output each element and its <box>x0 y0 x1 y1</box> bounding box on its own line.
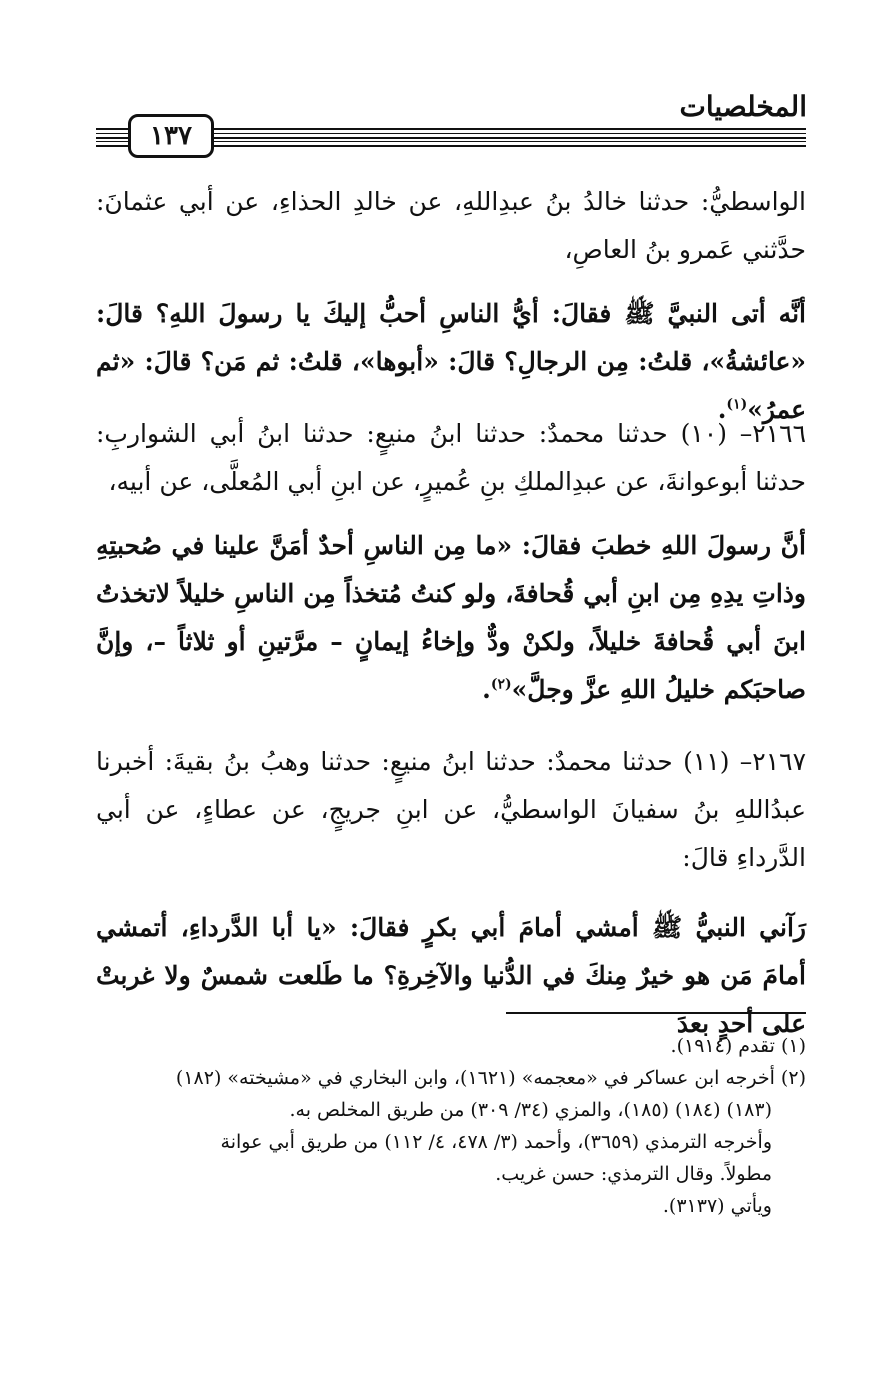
paragraph-isnad-continued: الواسطيُّ: حدثنا خالدُ بنُ عبدِاللهِ، عن خالدِ الحذاءِ، عن أبي عثمانَ: حدَّثني عَمرو بنُ العاصِ، <box>96 187 806 264</box>
paragraph-isnad-2166: ٢١٦٦– (١٠) حدثنا محمدٌ: حدثنا ابنُ منيعٍ: حدثنا ابنُ أبي الشواربِ: حدثنا أبوعوانةَ، عن عبدِالملكِ بنِ عُميرٍ، عن ابنِ أبي المُعلَّى، عن أبيه، <box>96 419 806 496</box>
footnotes <box>96 1030 806 1222</box>
paragraph-hadith-text-3: رَآني النبيُّ ﷺ أمشي أمامَ أبي بكرٍ فقالَ: «يا أبا الدَّرداءِ، أتمشي أمامَ مَن هو خيرٌ مِنكَ في الدُّنيا والآخِرةِ؟ ما طَلعت شمسٌ ولا غربتْ على أحدٍ بعدَ <box>96 913 806 1038</box>
footnote-2-line-2: (١٨٣) (١٨٤) (١٨٥)، والمزي (٣٤/ ٣٠٩) من طريق المخلص به. <box>289 1099 772 1121</box>
paragraph-hadith-text-1: أنَّه أتى النبيَّ ﷺ فقالَ: أيُّ الناسِ أحبُّ إليكَ يا رسولَ اللهِ؟ قالَ: «عائشةُ»، قلتُ: مِن الرجالِ؟ قالَ: «أبوها»، قلتُ: ثم مَن؟ قالَ: «ثم عمرُ»$^{(١)}$. <box>96 299 806 424</box>
running-title: المخلصيات <box>679 90 807 123</box>
hadith-text: أنَّه أتى النبيَّ ﷺ فقالَ: أيُّ الناسِ أحبُّ إليكَ يا رسولَ اللهِ؟ قالَ: «عائشةُ»، قلتُ: مِن الرجالِ؟ قالَ: «أبوها»، قلتُ: ثم مَن؟ قالَ: «ثم عمرُ» <box>96 299 806 424</box>
paragraph-hadith-text-2: أنَّ رسولَ اللهِ خطبَ فقالَ: «ما مِن الناسِ أحدٌ أمَنَّ علينا في صُحبتِهِ وذاتِ يدِهِ مِن ابنِ أبي قُحافةَ، ولو كنتُ مُتخذاً مِن الناسِ خليلاً لاتخذتُ ابنَ أبي قُحافةَ خليلاً، ولكنْ ودٌّ وإخاءُ إيمانٍ – مرَّتينِ أو ثلاثاً –، وإنَّ صاحبَكم خليلُ اللهِ عزَّ وجلَّ»$^{(٢)}$. <box>96 531 806 704</box>
hadith-text: أنَّ رسولَ اللهِ خطبَ فقالَ: «ما مِن الناسِ أحدٌ أمَنَّ علينا في صُحبتِهِ وذاتِ يدِهِ مِن ابنِ أبي قُحافةَ، ولو كنتُ مُتخذاً مِن الناسِ خليلاً لاتخذتُ ابنَ أبي قُحافةَ خليلاً، ولكنْ ودٌّ وإخاءُ إيمانٍ – مرَّتينِ أو ثلاثاً –، وإنَّ صاحبَكم خليلُ اللهِ عزَّ وجلَّ» <box>96 531 806 704</box>
footnote-2-line-4: مطولاً. وقال الترمذي: حسن غريب. <box>495 1163 772 1185</box>
footnote-2-line-1: (٢) أخرجه ابن عساكر في «معجمه» (١٦٢١)، وابن البخاري في «مشيخته» (١٨٢) <box>175 1067 806 1089</box>
footnote-2-line-5: ويأتي (٣١٣٧). <box>662 1195 772 1217</box>
footnote-separator <box>506 1012 806 1014</box>
footnote-2-line-3: وأخرجه الترمذي (٣٦٥٩)، وأحمد (٣/ ٤٧٨، ٤/ ١١٢) من طريق أبي عوانة <box>220 1131 772 1153</box>
paragraph-isnad-2167: ٢١٦٧– (١١) حدثنا محمدٌ: حدثنا ابنُ منيعٍ: حدثنا وهبُ بنُ بقيةَ: أخبرنا عبدُاللهِ بنُ سفيانَ الواسطيُّ، عن ابنِ جريجٍ، عن عطاءٍ، عن أبي الدَّرداءِ قالَ: <box>96 747 806 872</box>
page-number: ١٣٧ <box>128 114 214 158</box>
footnote-ref: (١) <box>726 396 748 413</box>
footnote-1: (١) تقدم (١٩١٤). <box>670 1035 806 1057</box>
footnote-ref: (٢) <box>490 676 512 693</box>
